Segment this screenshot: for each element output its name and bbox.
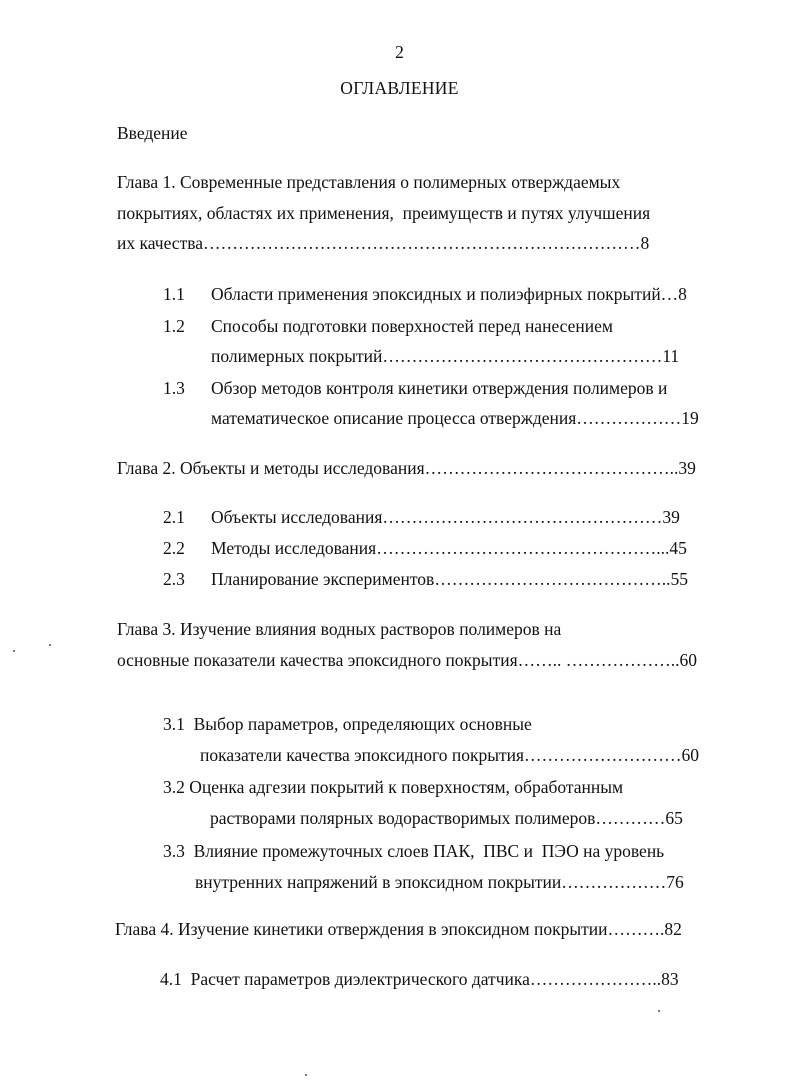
toc-section-2-1-number: 2.1 xyxy=(163,507,185,527)
toc-section-1-3-title-cont: математическое описание процесса отверждения………………19 xyxy=(211,408,699,428)
toc-chapter4: Глава 4. Изучение кинетики отверждения в эпоксидном покрытии……….82 xyxy=(115,919,682,939)
toc-chapter1-line3: их качества…………………………………………………………………8 xyxy=(117,233,650,253)
toc-section-1-3-number: 1.3 xyxy=(163,378,185,398)
toc-section-2-3-title: Планирование экспериментов…………………………………..55 xyxy=(211,569,689,589)
toc-section-3-1-title-cont: показатели качества эпоксидного покрытия………………………60 xyxy=(200,745,700,765)
scan-speck xyxy=(658,1010,660,1012)
toc-chapter2: Глава 2. Объекты и методы исследования……………………………………..39 xyxy=(117,458,696,478)
toc-section-1-1-title: Области применения эпоксидных и полиэфирных покрытий…8 xyxy=(211,284,687,304)
toc-section-1-2-title: Способы подготовки поверхностей перед нанесением xyxy=(211,316,613,336)
toc-title: ОГЛАВЛЕНИЕ xyxy=(340,78,459,98)
toc-section-3-2-title-cont: растворами полярных водорастворимых полимеров…………65 xyxy=(210,808,683,828)
toc-section-2-1-title: Объекты исследования…………………………………………39 xyxy=(211,507,680,527)
toc-section-2-3-number: 2.3 xyxy=(163,569,185,589)
page-number: 2 xyxy=(395,42,404,62)
scan-speck xyxy=(13,650,15,652)
toc-section-1-1-number: 1.1 xyxy=(163,284,185,304)
toc-section-3-3-title-cont: внутренних напряжений в эпоксидном покрытии………………76 xyxy=(195,872,684,892)
toc-chapter3-line1: Глава 3. Изучение влияния водных растворов полимеров на xyxy=(117,619,562,639)
scan-speck xyxy=(49,644,51,646)
toc-section-1-3-title: Обзор методов контроля кинетики отверждения полимеров и xyxy=(211,378,668,398)
scan-speck xyxy=(305,1074,307,1076)
toc-section-2-2-title: Методы исследования…………………………………………...45 xyxy=(211,538,687,558)
toc-section-3-2-title: 3.2 Оценка адгезии покрытий к поверхностям, обработанным xyxy=(163,777,624,797)
toc-section-3-3-title: 3.3 Влияние промежуточных слоев ПАК, ПВС и ПЭО на уровень xyxy=(163,841,665,861)
toc-section-4-1-title: 4.1 Расчет параметров диэлектрического датчика…………………..83 xyxy=(160,969,679,989)
toc-section-1-2-number: 1.2 xyxy=(163,316,185,336)
toc-section-1-2-title-cont: полимерных покрытий…………………………………………11 xyxy=(211,346,680,366)
toc-chapter1-line1: Глава 1. Современные представления о полимерных отверждаемых xyxy=(117,172,621,192)
toc-chapter1-line2: покрытиях, областях их применения, преимуществ и путях улучшения xyxy=(117,203,651,223)
toc-section-3-1-title: 3.1 Выбор параметров, определяющих основные xyxy=(163,714,532,734)
toc-introduction: Введение xyxy=(117,123,188,143)
toc-section-2-2-number: 2.2 xyxy=(163,538,185,558)
toc-chapter3-line2: основные показатели качества эпоксидного покрытия…….. ………………..60 xyxy=(117,650,698,670)
